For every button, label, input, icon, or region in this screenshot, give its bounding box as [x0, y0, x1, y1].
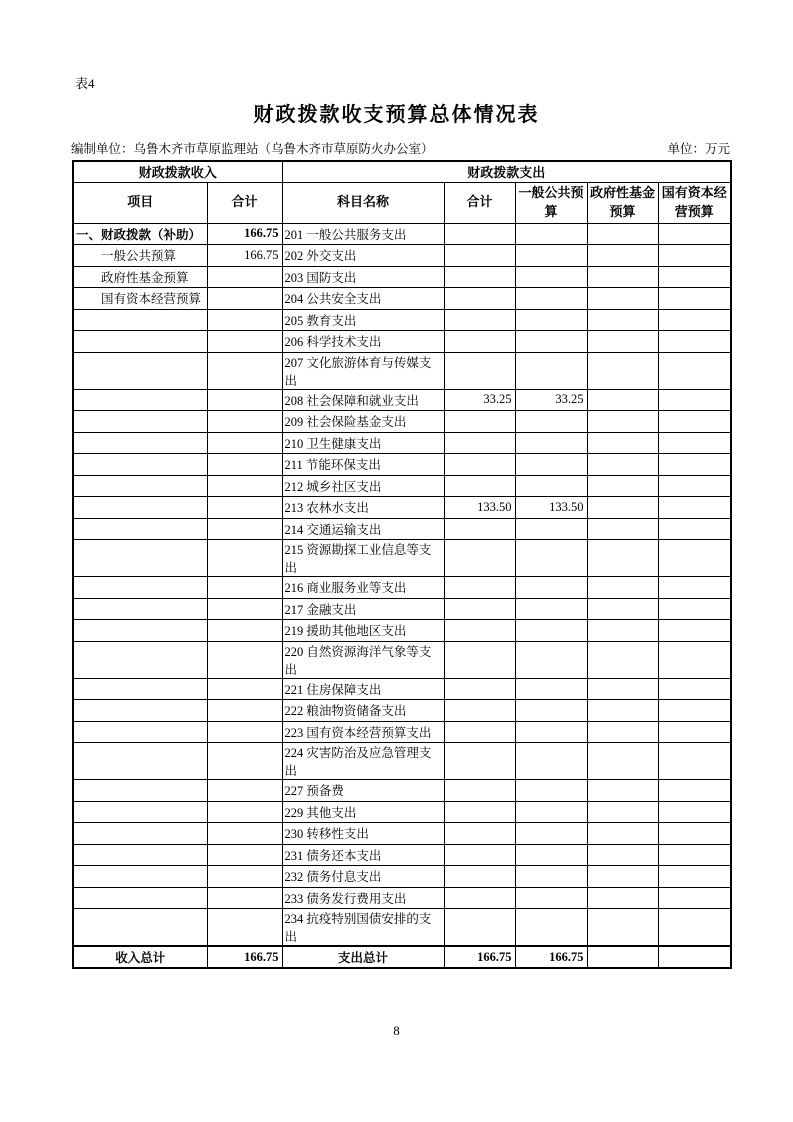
state-capital-cell — [658, 620, 731, 642]
general-budget-cell — [515, 844, 587, 866]
general-budget-cell — [515, 743, 587, 780]
income-item-cell: 一、财政拨款（补助） — [73, 223, 207, 245]
income-total-cell — [207, 497, 282, 519]
general-budget-cell — [515, 598, 587, 620]
state-capital-cell — [658, 518, 731, 540]
income-total-cell: 166.75 — [207, 245, 282, 267]
subject-cell: 222 粮油物资储备支出 — [282, 700, 444, 722]
state-capital-cell — [658, 598, 731, 620]
gov-fund-cell — [587, 721, 658, 743]
total-cell — [444, 245, 515, 267]
table-row — [73, 309, 731, 331]
income-total-cell — [207, 331, 282, 353]
expense-grand-total: 166.75 — [444, 946, 515, 968]
general-budget-cell — [515, 721, 587, 743]
general-budget-cell: 33.25 — [515, 389, 587, 411]
col-header-gov-fund: 政府性基金预算 — [587, 182, 658, 223]
subject-cell: 223 国有资本经营预算支出 — [282, 721, 444, 743]
income-item-cell — [73, 454, 207, 476]
general-budget-cell — [515, 454, 587, 476]
table-row — [73, 780, 731, 802]
table-row — [73, 432, 731, 454]
state-capital-cell — [658, 411, 731, 433]
general-budget-cell — [515, 577, 587, 599]
gov-fund-cell — [587, 518, 658, 540]
table-body — [73, 223, 731, 946]
state-capital-cell — [658, 801, 731, 823]
total-cell — [444, 743, 515, 780]
total-cell — [444, 909, 515, 947]
subject-cell: 206 科学技术支出 — [282, 331, 444, 353]
gov-fund-cell — [587, 780, 658, 802]
income-item-cell — [73, 743, 207, 780]
income-item-cell — [73, 641, 207, 678]
income-item-cell — [73, 540, 207, 577]
gov-fund-cell — [587, 223, 658, 245]
group-header-row — [73, 161, 731, 182]
table-row — [73, 801, 731, 823]
table-row — [73, 577, 731, 599]
table-row — [73, 331, 731, 353]
table-row — [73, 887, 731, 909]
income-total-cell — [207, 678, 282, 700]
table-row — [73, 721, 731, 743]
gov-fund-cell — [587, 641, 658, 678]
general-budget-cell — [515, 309, 587, 331]
table-row — [73, 540, 731, 577]
income-total-label: 收入总计 — [73, 946, 207, 968]
general-budget-cell — [515, 288, 587, 310]
col-header-income-total: 合计 — [207, 182, 282, 223]
table-row — [73, 223, 731, 245]
income-item-cell — [73, 475, 207, 497]
general-budget-cell — [515, 866, 587, 888]
total-cell — [444, 266, 515, 288]
subject-cell: 204 公共安全支出 — [282, 288, 444, 310]
state-capital-cell — [658, 309, 731, 331]
col-header-general-budget: 一般公共预算 — [515, 182, 587, 223]
subject-cell: 211 节能环保支出 — [282, 454, 444, 476]
income-total-cell — [207, 887, 282, 909]
subject-cell: 233 债务发行费用支出 — [282, 887, 444, 909]
gov-fund-cell — [587, 411, 658, 433]
state-capital-cell — [658, 641, 731, 678]
table-row — [73, 266, 731, 288]
general-budget-cell — [515, 700, 587, 722]
group-header-expenditure: 财政拨款支出 — [282, 161, 731, 182]
state-capital-cell — [658, 389, 731, 411]
subject-cell: 221 住房保障支出 — [282, 678, 444, 700]
general-budget-cell — [515, 223, 587, 245]
general-budget-cell — [515, 801, 587, 823]
gov-fund-cell — [587, 823, 658, 845]
table-row — [73, 866, 731, 888]
total-cell — [444, 475, 515, 497]
gov-fund-cell — [587, 598, 658, 620]
expense-total-label: 支出总计 — [282, 946, 444, 968]
income-total-cell — [207, 518, 282, 540]
state-capital-cell — [658, 454, 731, 476]
total-cell — [444, 577, 515, 599]
total-cell — [444, 678, 515, 700]
unit-label: 单位：万元 — [667, 142, 730, 156]
state-capital-cell — [658, 678, 731, 700]
gov-fund-cell — [587, 331, 658, 353]
total-cell — [444, 887, 515, 909]
income-item-cell — [73, 309, 207, 331]
table-row — [73, 641, 731, 678]
gov-fund-cell — [587, 909, 658, 947]
table-row — [73, 598, 731, 620]
state-capital-cell — [658, 577, 731, 599]
state-capital-cell — [658, 909, 731, 947]
page-number: 8 — [393, 1023, 400, 1038]
state-capital-cell — [658, 223, 731, 245]
income-total-cell — [207, 454, 282, 476]
gov-fund-cell — [587, 743, 658, 780]
income-total-cell — [207, 801, 282, 823]
table-row — [73, 909, 731, 947]
gov-fund-cell — [587, 844, 658, 866]
general-budget-cell — [515, 620, 587, 642]
gov-fund-cell — [587, 577, 658, 599]
total-cell — [444, 780, 515, 802]
subject-cell: 231 债务还本支出 — [282, 844, 444, 866]
gov-fund-cell — [587, 454, 658, 476]
gov-fund-cell — [587, 620, 658, 642]
state-capital-cell — [658, 432, 731, 454]
income-item-cell — [73, 866, 207, 888]
total-row — [73, 946, 731, 968]
state-capital-cell — [658, 352, 731, 389]
state-capital-cell — [658, 743, 731, 780]
income-total-cell — [207, 909, 282, 947]
table-row — [73, 620, 731, 642]
subject-cell: 208 社会保障和就业支出 — [282, 389, 444, 411]
table-row — [73, 475, 731, 497]
general-budget-cell — [515, 641, 587, 678]
income-item-cell — [73, 497, 207, 519]
total-cell — [444, 352, 515, 389]
table-row — [73, 844, 731, 866]
total-cell — [444, 411, 515, 433]
general-budget-cell — [515, 411, 587, 433]
income-item-cell — [73, 331, 207, 353]
table-row — [73, 389, 731, 411]
general-budget-cell — [515, 887, 587, 909]
income-item-cell — [73, 389, 207, 411]
subject-cell: 213 农林水支出 — [282, 497, 444, 519]
table-row — [73, 743, 731, 780]
income-total-cell — [207, 577, 282, 599]
total-cell — [444, 454, 515, 476]
state-capital-cell — [658, 245, 731, 267]
income-total-cell: 166.75 — [207, 223, 282, 245]
income-total-cell — [207, 700, 282, 722]
state-capital-cell — [658, 721, 731, 743]
gov-fund-cell — [587, 887, 658, 909]
subject-cell: 229 其他支出 — [282, 801, 444, 823]
table-row — [73, 518, 731, 540]
subject-cell: 207 文化旅游体育与传媒支出 — [282, 352, 444, 389]
general-budget-cell — [515, 266, 587, 288]
total-cell — [444, 598, 515, 620]
total-cell — [444, 823, 515, 845]
total-cell — [444, 518, 515, 540]
gov-fund-cell — [587, 245, 658, 267]
gov-fund-cell — [587, 540, 658, 577]
column-header-row — [73, 182, 731, 223]
state-capital-cell — [658, 540, 731, 577]
total-cell: 133.50 — [444, 497, 515, 519]
income-total-cell — [207, 866, 282, 888]
general-budget-cell — [515, 518, 587, 540]
state-capital-cell — [658, 844, 731, 866]
table-row — [73, 352, 731, 389]
total-cell — [444, 288, 515, 310]
income-item-cell — [73, 801, 207, 823]
state-capital-cell — [658, 331, 731, 353]
general-budget-cell — [515, 475, 587, 497]
gov-fund-cell — [587, 678, 658, 700]
income-total-cell — [207, 352, 282, 389]
income-item-cell — [73, 823, 207, 845]
income-total-cell — [207, 540, 282, 577]
income-total-cell — [207, 780, 282, 802]
table-row — [73, 245, 731, 267]
total-cell — [444, 866, 515, 888]
income-total-cell — [207, 844, 282, 866]
general-budget-cell — [515, 909, 587, 947]
subject-cell: 205 教育支出 — [282, 309, 444, 331]
total-cell — [444, 721, 515, 743]
state-capital-cell — [658, 780, 731, 802]
income-item-cell — [73, 844, 207, 866]
table-row — [73, 288, 731, 310]
income-item-cell — [73, 780, 207, 802]
gov-fund-cell — [587, 497, 658, 519]
gov-fund-cell — [587, 475, 658, 497]
budget-table — [72, 160, 732, 969]
general-budget-cell: 133.50 — [515, 497, 587, 519]
general-budget-cell — [515, 432, 587, 454]
income-item-cell — [73, 518, 207, 540]
general-budget-cell — [515, 780, 587, 802]
state-capital-cell — [658, 288, 731, 310]
col-header-item: 项目 — [73, 182, 207, 223]
state-capital-cell — [658, 700, 731, 722]
income-item-cell: 政府性基金预算 — [73, 266, 207, 288]
table-row — [73, 700, 731, 722]
total-cell — [444, 223, 515, 245]
table-head — [73, 161, 731, 223]
income-item-cell — [73, 721, 207, 743]
total-cell — [444, 309, 515, 331]
income-item-cell — [73, 909, 207, 947]
income-item-cell — [73, 352, 207, 389]
income-item-cell: 一般公共预算 — [73, 245, 207, 267]
general-budget-cell — [515, 331, 587, 353]
total-cell — [444, 844, 515, 866]
subject-cell: 203 国防支出 — [282, 266, 444, 288]
gov-fund-cell — [587, 288, 658, 310]
subject-cell: 220 自然资源海洋气象等支出 — [282, 641, 444, 678]
gov-fund-cell — [587, 309, 658, 331]
col-header-state-capital: 国有资本经营预算 — [658, 182, 731, 223]
table-row — [73, 823, 731, 845]
income-item-cell — [73, 598, 207, 620]
gov-fund-grand-total — [587, 946, 658, 968]
subject-cell: 214 交通运输支出 — [282, 518, 444, 540]
gov-fund-cell — [587, 700, 658, 722]
income-total-cell — [207, 288, 282, 310]
subject-cell: 210 卫生健康支出 — [282, 432, 444, 454]
income-total-cell — [207, 641, 282, 678]
income-total-cell — [207, 743, 282, 780]
income-total-cell — [207, 823, 282, 845]
income-item-cell — [73, 577, 207, 599]
state-capital-cell — [658, 823, 731, 845]
prepared-by: 编制单位：乌鲁木齐市草原监理站（乌鲁木齐市草原防火办公室） — [71, 142, 434, 156]
general-budget-cell — [515, 678, 587, 700]
gov-fund-cell — [587, 432, 658, 454]
general-budget-cell — [515, 823, 587, 845]
general-budget-grand-total: 166.75 — [515, 946, 587, 968]
income-total-cell — [207, 309, 282, 331]
page-title: 财政拨款收支预算总体情况表 — [253, 104, 540, 126]
state-capital-grand-total — [658, 946, 731, 968]
table-row — [73, 454, 731, 476]
group-header-income: 财政拨款收入 — [73, 161, 282, 182]
income-item-cell: 国有资本经营预算 — [73, 288, 207, 310]
subject-cell: 202 外交支出 — [282, 245, 444, 267]
income-item-cell — [73, 411, 207, 433]
state-capital-cell — [658, 497, 731, 519]
total-cell — [444, 331, 515, 353]
subject-cell: 212 城乡社区支出 — [282, 475, 444, 497]
general-budget-cell — [515, 540, 587, 577]
subject-cell: 217 金融支出 — [282, 598, 444, 620]
income-total-cell — [207, 266, 282, 288]
total-cell — [444, 801, 515, 823]
general-budget-cell — [515, 352, 587, 389]
col-header-total: 合计 — [444, 182, 515, 223]
total-cell — [444, 641, 515, 678]
subject-cell: 234 抗疫特别国债安排的支出 — [282, 909, 444, 947]
col-header-subject: 科目名称 — [282, 182, 444, 223]
meta-row — [71, 139, 730, 157]
table-row — [73, 678, 731, 700]
state-capital-cell — [658, 475, 731, 497]
income-total-cell — [207, 411, 282, 433]
income-item-cell — [73, 432, 207, 454]
table-row — [73, 411, 731, 433]
income-item-cell — [73, 887, 207, 909]
table-label: 表4 — [75, 76, 95, 91]
income-item-cell — [73, 700, 207, 722]
subject-cell: 219 援助其他地区支出 — [282, 620, 444, 642]
gov-fund-cell — [587, 266, 658, 288]
state-capital-cell — [658, 866, 731, 888]
state-capital-cell — [658, 266, 731, 288]
total-cell — [444, 540, 515, 577]
gov-fund-cell — [587, 866, 658, 888]
income-total-cell — [207, 432, 282, 454]
gov-fund-cell — [587, 389, 658, 411]
subject-cell: 209 社会保险基金支出 — [282, 411, 444, 433]
total-cell — [444, 432, 515, 454]
state-capital-cell — [658, 887, 731, 909]
gov-fund-cell — [587, 801, 658, 823]
total-cell — [444, 620, 515, 642]
general-budget-cell — [515, 245, 587, 267]
subject-cell: 216 商业服务业等支出 — [282, 577, 444, 599]
income-item-cell — [73, 678, 207, 700]
income-total-cell — [207, 475, 282, 497]
subject-cell: 201 一般公共服务支出 — [282, 223, 444, 245]
income-total-cell — [207, 620, 282, 642]
total-cell — [444, 700, 515, 722]
income-total-cell — [207, 598, 282, 620]
income-total-cell — [207, 389, 282, 411]
subject-cell: 224 灾害防治及应急管理支出 — [282, 743, 444, 780]
income-grand-total: 166.75 — [207, 946, 282, 968]
income-item-cell — [73, 620, 207, 642]
subject-cell: 227 预备费 — [282, 780, 444, 802]
gov-fund-cell — [587, 352, 658, 389]
subject-cell: 230 转移性支出 — [282, 823, 444, 845]
table-row — [73, 497, 731, 519]
table-foot — [73, 946, 731, 968]
subject-cell: 232 债务付息支出 — [282, 866, 444, 888]
income-total-cell — [207, 721, 282, 743]
subject-cell: 215 资源勘探工业信息等支出 — [282, 540, 444, 577]
total-cell: 33.25 — [444, 389, 515, 411]
